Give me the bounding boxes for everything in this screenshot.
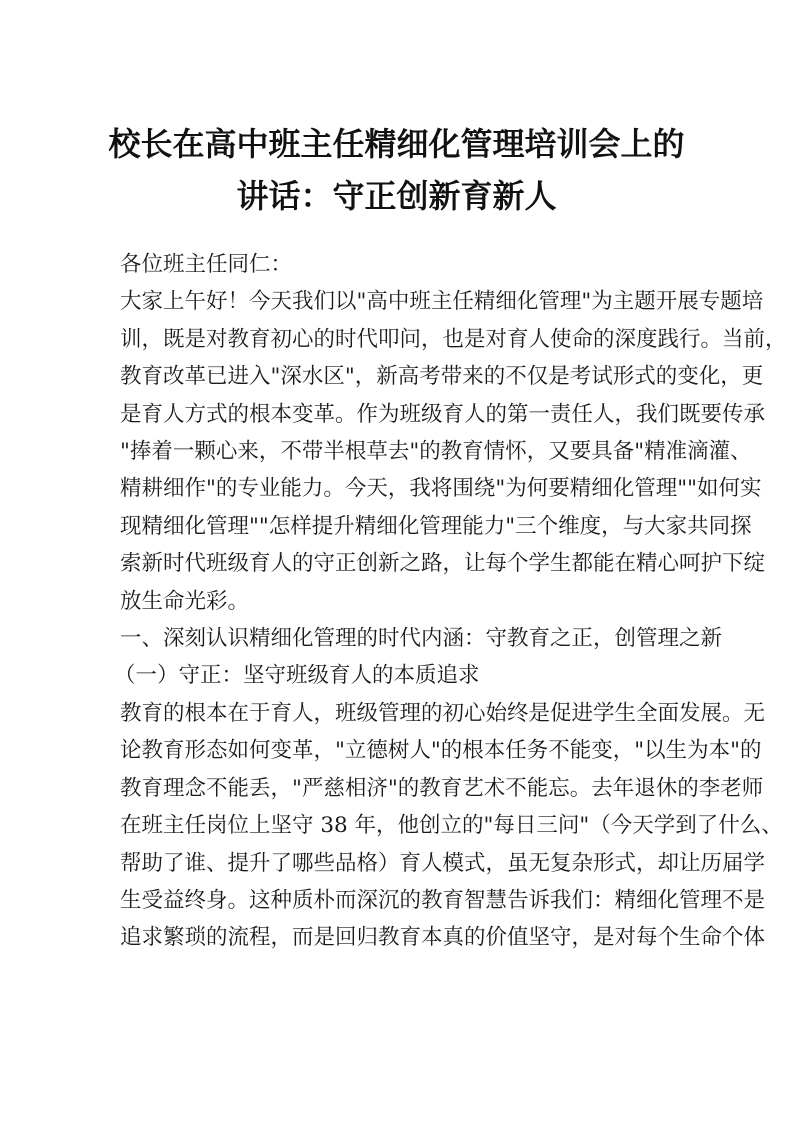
paragraph-line: 大家上午好！今天我们以"高中班主任精细化管理"为主题开展专题培 bbox=[120, 289, 764, 315]
section-1-heading: 一、深刻认识精细化管理的时代内涵：守教育之正，创管理之新 bbox=[120, 626, 723, 652]
subsection-paragraph bbox=[120, 695, 783, 957]
paragraph-line: 论教育形态如何变革，"立德树人"的根本任务不能变，"以生为本"的 bbox=[120, 738, 762, 764]
paragraph-line: "捧着一颗心来，不带半根草去"的教育情怀，又要具备"精准滴灌、 bbox=[120, 439, 752, 465]
intro-paragraph bbox=[120, 283, 787, 620]
salutation bbox=[120, 246, 676, 283]
title-line-1: 校长在高中班主任精细化管理培训会上的 bbox=[108, 125, 685, 163]
paragraph-line: 帮助了谁、提升了哪些品格）育人模式，虽无复杂形式，却让历届学 bbox=[120, 850, 766, 876]
paragraph-line: 生受益终身。这种质朴而深沉的教育智慧告诉我们：精细化管理不是 bbox=[120, 887, 766, 913]
paragraph-line: 是育人方式的根本变革。作为班级育人的第一责任人，我们既要传承 bbox=[120, 401, 766, 427]
document-body bbox=[114, 246, 787, 957]
paragraph-line: 教育的根本在于育人，班级管理的初心始终是促进学生全面发展。无 bbox=[120, 700, 766, 726]
subsection-1-heading: （一）守正：坚守班级育人的本质追求 bbox=[114, 663, 480, 689]
subsection-heading bbox=[114, 657, 676, 694]
paragraph-line: 索新时代班级育人的守正创新之路，让每个学生都能在精心呵护下绽 bbox=[120, 551, 766, 577]
paragraph-line: 放生命光彩。 bbox=[120, 588, 250, 614]
paragraph-line: 教育改革已进入"深水区"，新高考带来的不仅是考试形式的变化，更 bbox=[120, 364, 764, 390]
title-line-2: 讲话：守正创新育新人 bbox=[236, 177, 557, 215]
paragraph-line: 追求繁琐的流程，而是回归教育本真的价值坚守，是对每个生命个体 bbox=[120, 925, 766, 951]
section-heading bbox=[120, 620, 723, 657]
paragraph-line: 训，既是对教育初心的时代叩问，也是对育人使命的深度践行。当前， bbox=[120, 326, 787, 352]
paragraph-line: 精耕细作"的专业能力。今天，我将围绕"为何要精细化管理""如何实 bbox=[120, 476, 762, 502]
paragraph-line: 教育理念不能丢，"严慈相济"的教育艺术不能忘。去年退休的李老师 bbox=[120, 775, 764, 801]
salutation-text: 各位班主任同仁： bbox=[120, 252, 293, 277]
paragraph-line: 现精细化管理""怎样提升精细化管理能力"三个维度，与大家共同探 bbox=[120, 513, 752, 539]
paragraph-line: 在班主任岗位上坚守 38 年，他创立的"每日三问"（今天学到了什么、 bbox=[120, 813, 783, 839]
document-title bbox=[100, 118, 693, 222]
